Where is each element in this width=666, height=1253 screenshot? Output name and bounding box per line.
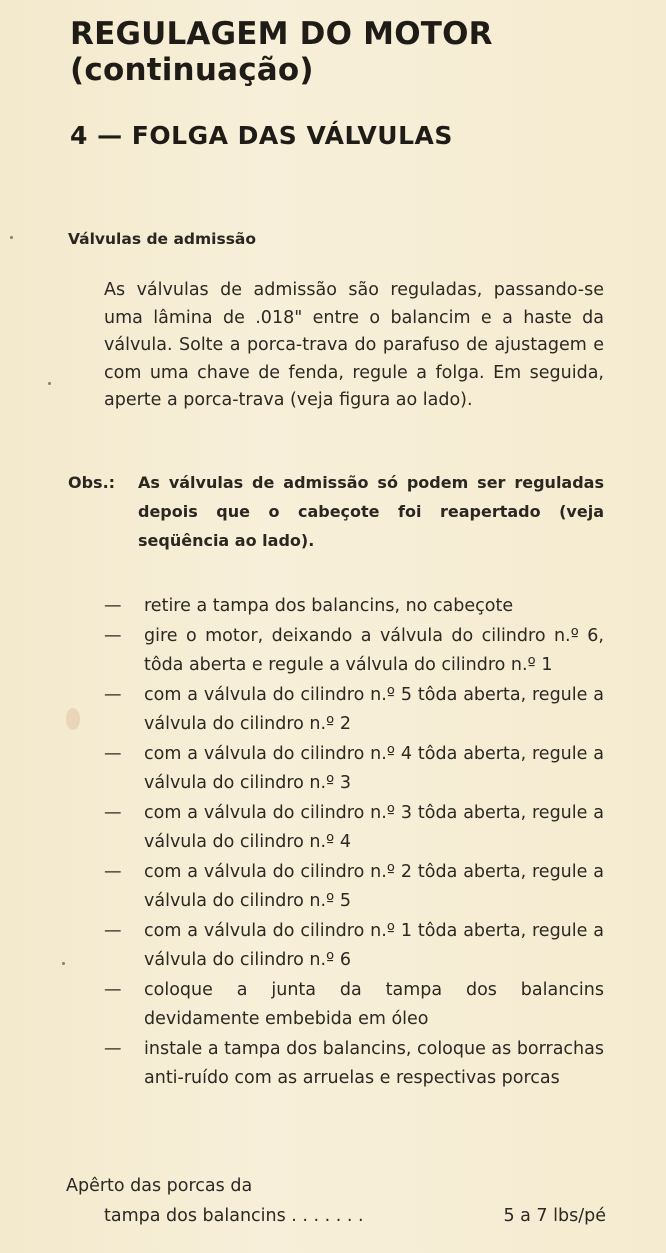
obs-label: Obs.: [68, 473, 116, 492]
step-text: com a válvula do cilindro n.º 2 tôda aberta, regule a válvula do cilindro n.º 5 [144, 861, 604, 911]
paper-speck [48, 382, 51, 385]
title-line-2: (continuação) [70, 52, 314, 88]
dash-marker: — [104, 1038, 122, 1059]
torque-value: 5 a 7 lbs/pé [503, 1205, 606, 1226]
torque-spec [66, 1172, 606, 1231]
paper-stain [66, 708, 80, 730]
step-text: com a válvula do cilindro n.º 4 tôda aberta, regule a válvula do cilindro n.º 3 [144, 743, 604, 793]
list-item [104, 681, 604, 740]
step-text: gire o motor, deixando a válvula do cilindro n.º 6, tôda aberta e regule a válvula do cilindro n.º 1 [144, 625, 604, 675]
list-item [104, 1035, 604, 1094]
dash-marker: — [104, 920, 122, 941]
step-list [104, 592, 604, 1094]
dash-marker: — [104, 743, 122, 764]
list-item [104, 917, 604, 976]
list-item [104, 592, 604, 622]
list-item [104, 799, 604, 858]
list-item [104, 858, 604, 917]
dash-marker: — [104, 979, 122, 1000]
torque-row [66, 1202, 606, 1232]
obs-text: As válvulas de admissão só podem ser reguladas depois que o cabeçote foi reapertado (veja seqüência ao lado). [138, 473, 604, 550]
dash-marker: — [104, 596, 122, 616]
step-text: instale a tampa dos balancins, coloque as borrachas anti-ruído com as arruelas e respectivas porcas [144, 1038, 604, 1088]
step-text: retire a tampa dos balancins, no cabeçote [144, 596, 514, 616]
list-item [104, 740, 604, 799]
dash-marker: — [104, 802, 122, 823]
paper-speck [62, 962, 65, 965]
section-heading: 4 — FOLGA DAS VÁLVULAS [70, 121, 453, 150]
title-line-1: REGULAGEM DO MOTOR [70, 16, 493, 52]
step-text: com a válvula do cilindro n.º 3 tôda aberta, regule a válvula do cilindro n.º 4 [144, 802, 604, 852]
step-text: coloque a junta da tampa dos balancins devidamente embebida em óleo [144, 979, 604, 1029]
list-item [104, 622, 604, 681]
dash-marker: — [104, 684, 122, 705]
intro-paragraph: As válvulas de admissão são reguladas, passando-se uma lâmina de .018" entre o balancim e a haste da válvula. Solte a porca-trava do parafuso de ajustagem e com uma chave de fenda, regule a folga. Em seguida, aperte a porca-trava (veja figura ao lado). [104, 280, 604, 410]
paper-speck [10, 236, 13, 239]
torque-label: tampa dos balancins . . . . . . . [104, 1205, 364, 1226]
list-item [104, 976, 604, 1035]
torque-line-1: Apêrto das porcas da [66, 1176, 253, 1196]
step-text: com a válvula do cilindro n.º 5 tôda aberta, regule a válvula do cilindro n.º 2 [144, 684, 604, 734]
page-title [70, 16, 493, 88]
step-text: com a válvula do cilindro n.º 1 tôda aberta, regule a válvula do cilindro n.º 6 [144, 920, 604, 970]
subheading: Válvulas de admissão [68, 230, 257, 248]
dash-marker: — [104, 861, 122, 882]
dash-marker: — [104, 625, 122, 646]
